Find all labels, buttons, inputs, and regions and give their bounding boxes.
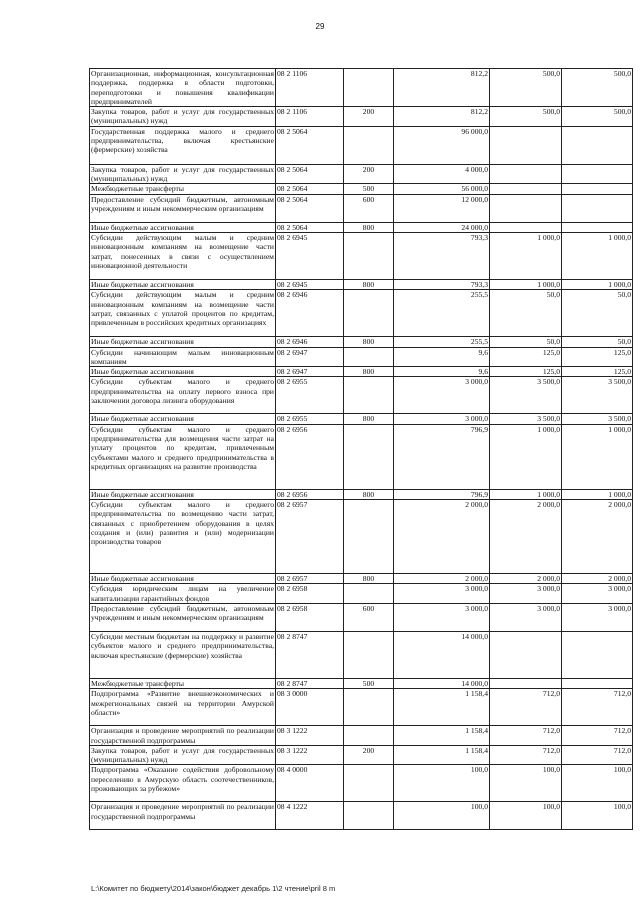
row-value-2015: 12 000,0 [394, 194, 490, 222]
row-kind: 800 [344, 489, 394, 499]
row-value-2016: 1 000,0 [490, 424, 562, 489]
row-code: 08 2 5064 [276, 194, 344, 222]
table-row [90, 279, 633, 289]
row-value-2015: 14 000,0 [394, 631, 490, 678]
row-kind [344, 290, 394, 337]
row-value-2017: 2 000,0 [562, 500, 633, 574]
row-value-2016: 3 500,0 [490, 414, 562, 424]
table-row [90, 802, 633, 830]
row-value-2017: 100,0 [562, 802, 633, 830]
row-kind [344, 347, 394, 367]
row-kind: 600 [344, 194, 394, 222]
row-name: Организация и проведение мероприятий по реализации государственной подпрограммы [91, 726, 274, 745]
row-value-2017: 3 500,0 [562, 377, 633, 414]
table-row [90, 377, 633, 414]
row-value-2016: 125,0 [490, 367, 562, 377]
row-value-2016: 50,0 [490, 290, 562, 337]
row-kind [344, 689, 394, 726]
row-value-2017: 712,0 [562, 726, 633, 746]
row-code: 08 2 6955 [276, 414, 344, 424]
row-value-2015: 3 000,0 [394, 603, 490, 631]
row-code: 08 2 1106 [276, 107, 344, 127]
table-row [90, 603, 633, 631]
row-kind [344, 765, 394, 802]
row-value-2017 [562, 678, 633, 688]
table-row [90, 678, 633, 688]
row-value-2016 [490, 678, 562, 688]
row-kind: 500 [344, 678, 394, 688]
row-kind [344, 584, 394, 604]
row-value-2016: 100,0 [490, 765, 562, 802]
row-name: Иные бюджетные ассигнования [90, 489, 276, 499]
row-code: 08 2 5064 [276, 222, 344, 232]
table-row [90, 689, 633, 726]
row-value-2015: 796,9 [394, 489, 490, 499]
row-value-2015: 255,5 [394, 290, 490, 337]
row-code: 08 3 1222 [276, 726, 344, 746]
row-name: Субсидии начинающим малым инновационным компаниям [91, 347, 274, 366]
row-code: 08 2 6946 [276, 290, 344, 337]
row-value-2016: 712,0 [490, 689, 562, 726]
row-value-2015: 2 000,0 [394, 574, 490, 584]
row-value-2017: 2 000,0 [562, 574, 633, 584]
row-value-2016: 3 000,0 [490, 584, 562, 604]
row-value-2015: 1 158,4 [394, 726, 490, 746]
row-kind [344, 802, 394, 830]
row-value-2017: 712,0 [562, 689, 633, 726]
row-kind [344, 126, 394, 164]
row-code: 08 2 6946 [276, 337, 344, 347]
page-number: 29 [315, 22, 325, 31]
row-value-2016 [490, 184, 562, 194]
row-kind: 800 [344, 337, 394, 347]
row-name: Субсидии субъектам малого и среднего предпринимательства для возмещения части затрат на уплату процентов по кредитам, привлеченным субъектами малого и среднего предпринимательства в кредитных организациях на развитие производства [90, 424, 276, 489]
row-value-2017: 1 000,0 [562, 424, 633, 489]
row-value-2017: 1 000,0 [562, 489, 633, 499]
row-name: Государственная поддержка малого и среднего предпринимательства, включая крестьянские (фермерские) хозяйства [90, 126, 276, 164]
row-value-2016: 1 000,0 [490, 279, 562, 289]
row-value-2016: 500,0 [490, 69, 562, 107]
table-body [90, 69, 633, 830]
row-value-2015: 56 000,0 [394, 184, 490, 194]
row-value-2015: 812,2 [394, 107, 490, 127]
row-kind [344, 500, 394, 574]
row-code: 08 2 6957 [276, 574, 344, 584]
row-value-2017: 100,0 [562, 765, 633, 802]
row-name: Организационная, информационная, консультационная поддержка, поддержка в области подготовки, переподготовки и повышения квалификации предпринимателей [91, 69, 274, 106]
row-value-2015: 796,9 [394, 424, 490, 489]
row-code: 08 3 0000 [276, 689, 344, 726]
row-name: Субсидии действующим малым и средним инновационным компаниям на возмещение части затрат, понесенных в связи с осуществлением инновационной деятельности [90, 232, 276, 279]
row-kind [344, 726, 394, 746]
row-kind [344, 69, 394, 107]
row-name: Межбюджетные трансферты [90, 678, 276, 688]
row-code: 08 2 6956 [276, 489, 344, 499]
table-row [90, 500, 633, 574]
row-code: 08 2 6958 [276, 603, 344, 631]
row-code: 08 2 6945 [276, 232, 344, 279]
row-code: 08 2 1106 [276, 69, 344, 107]
row-code: 08 2 6947 [276, 367, 344, 377]
row-value-2016: 1 000,0 [490, 232, 562, 279]
row-value-2016 [490, 126, 562, 164]
table-row [90, 164, 633, 184]
row-value-2017: 712,0 [562, 745, 633, 765]
table-row [90, 290, 633, 337]
row-code: 08 2 5064 [276, 184, 344, 194]
row-value-2015: 793,3 [394, 279, 490, 289]
table-row [90, 584, 633, 604]
row-kind [344, 232, 394, 279]
row-kind: 500 [344, 184, 394, 194]
table-row [90, 424, 633, 489]
row-value-2017: 500,0 [562, 69, 633, 107]
row-value-2017: 1 000,0 [562, 279, 633, 289]
row-value-2016 [490, 194, 562, 222]
row-value-2016 [490, 631, 562, 678]
row-name: Подпрограмма «Развитие внешнеэкономических и межрегиональных связей на территории Амурской области» [90, 689, 276, 726]
row-name: Иные бюджетные ассигнования [90, 279, 276, 289]
row-name: Иные бюджетные ассигнования [90, 574, 276, 584]
row-kind: 800 [344, 574, 394, 584]
row-value-2016: 712,0 [490, 726, 562, 746]
row-value-2017 [562, 126, 633, 164]
row-code: 08 2 6955 [276, 377, 344, 414]
row-kind: 600 [344, 603, 394, 631]
row-code: 08 2 8747 [276, 631, 344, 678]
row-value-2015: 96 000,0 [394, 126, 490, 164]
row-kind: 200 [344, 745, 394, 765]
row-name: Субсидии местным бюджетам на поддержку и развитие субъектов малого и среднего предпринимательства, включая крестьянские (фермерские) хозяйства [90, 631, 276, 678]
table-row [90, 726, 633, 746]
row-value-2015: 1 158,4 [394, 689, 490, 726]
row-kind [344, 631, 394, 678]
row-name: Предоставление субсидий бюджетным, автономным учреждениям и иным некоммерческим организациям [90, 603, 276, 631]
row-value-2016: 2 000,0 [490, 574, 562, 584]
row-value-2015: 793,3 [394, 232, 490, 279]
table-row [90, 232, 633, 279]
row-name: Закупка товаров, работ и услуг для государственных (муниципальных) нужд [91, 164, 274, 184]
row-kind [344, 377, 394, 414]
row-value-2015: 255,5 [394, 337, 490, 347]
row-value-2015: 100,0 [394, 802, 490, 830]
row-kind: 800 [344, 367, 394, 377]
row-name: Предоставление субсидий бюджетным, автономным учреждениям и иным некоммерческим организациям [90, 194, 276, 222]
row-name: Субсидии субъектам малого и среднего предпринимательства на оплату первого взноса при заключении договора лизинга оборудования [90, 377, 276, 414]
row-code: 08 2 6947 [276, 347, 344, 367]
row-value-2015: 1 158,4 [394, 745, 490, 765]
row-value-2017: 3 000,0 [562, 584, 633, 604]
row-value-2017 [562, 631, 633, 678]
table-row [90, 745, 633, 765]
row-value-2016: 1 000,0 [490, 489, 562, 499]
row-value-2016: 500,0 [490, 107, 562, 127]
row-code: 08 4 1222 [276, 802, 344, 830]
row-name: Иные бюджетные ассигнования [90, 367, 276, 377]
row-value-2016 [490, 222, 562, 232]
row-value-2015: 4 000,0 [394, 164, 490, 184]
row-code: 08 3 1222 [276, 745, 344, 765]
row-value-2017: 125,0 [562, 347, 633, 367]
row-code: 08 2 6945 [276, 279, 344, 289]
table-row [90, 107, 633, 127]
row-value-2015: 100,0 [394, 765, 490, 802]
row-value-2016: 125,0 [490, 347, 562, 367]
table-row [90, 194, 633, 222]
table-row [90, 69, 633, 107]
row-name: Межбюджетные трансферты [90, 184, 276, 194]
footer-file-path: L:\Комитет по бюджету\2014\закон\бюджет декабрь 1\2 чтение\pril 8 m [91, 884, 336, 893]
row-kind: 800 [344, 279, 394, 289]
budget-table [89, 68, 633, 830]
row-value-2017 [562, 222, 633, 232]
table-row [90, 222, 633, 232]
row-name: Организация и проведение мероприятий по реализации государственной подпрограммы [90, 802, 276, 830]
row-value-2017: 500,0 [562, 107, 633, 127]
row-name: Иные бюджетные ассигнования [90, 222, 276, 232]
row-value-2016 [490, 164, 562, 184]
row-name: Субсидия юридическим лицам на увеличение капитализации гарантийных фондов [91, 584, 274, 603]
row-kind [344, 424, 394, 489]
table-row [90, 367, 633, 377]
row-name: Иные бюджетные ассигнования [90, 414, 276, 424]
row-value-2016: 3 500,0 [490, 377, 562, 414]
row-kind: 200 [344, 107, 394, 127]
table-row [90, 489, 633, 499]
row-value-2016: 100,0 [490, 802, 562, 830]
row-code: 08 4 0000 [276, 765, 344, 802]
row-value-2017 [562, 194, 633, 222]
row-name: Подпрограмма «Оказание содействия добровольному переселению в Амурскую область соотечественников, проживающих за рубежом» [90, 765, 276, 802]
table-row [90, 765, 633, 802]
row-value-2016: 50,0 [490, 337, 562, 347]
row-code: 08 2 6956 [276, 424, 344, 489]
row-value-2017: 3 000,0 [562, 603, 633, 631]
row-value-2017: 50,0 [562, 337, 633, 347]
table-row [90, 337, 633, 347]
table-row [90, 184, 633, 194]
table-row [90, 414, 633, 424]
table-row [90, 347, 633, 367]
row-code: 08 2 5064 [276, 164, 344, 184]
row-value-2015: 9,6 [394, 367, 490, 377]
row-kind: 800 [344, 414, 394, 424]
row-value-2017 [562, 164, 633, 184]
row-kind: 800 [344, 222, 394, 232]
row-name: Закупка товаров, работ и услуг для государственных (муниципальных) нужд [91, 745, 274, 765]
row-value-2015: 9,6 [394, 347, 490, 367]
row-kind: 200 [344, 164, 394, 184]
row-code: 08 2 6957 [276, 500, 344, 574]
row-name: Субсидии действующим малым и средним инновационным компаниям на возмещение части затрат, связанных с уплатой процентов по кредитам, привлеченным в российских кредитных организациях [90, 290, 276, 337]
row-value-2015: 24 000,0 [394, 222, 490, 232]
row-value-2015: 2 000,0 [394, 500, 490, 574]
row-value-2015: 3 000,0 [394, 584, 490, 604]
row-value-2017: 125,0 [562, 367, 633, 377]
row-code: 08 2 6958 [276, 584, 344, 604]
row-value-2015: 3 000,0 [394, 377, 490, 414]
table-row [90, 126, 633, 164]
row-value-2017: 50,0 [562, 290, 633, 337]
row-name: Иные бюджетные ассигнования [90, 337, 276, 347]
row-value-2015: 14 000,0 [394, 678, 490, 688]
table-row [90, 631, 633, 678]
row-value-2017 [562, 184, 633, 194]
table-row [90, 574, 633, 584]
row-name: Субсидии субъектам малого и среднего предпринимательства по возмещению части затрат, связанных с приобретением оборудования в целях создания и (или) развития и (или) модернизации производства товаров [90, 500, 276, 574]
row-code: 08 2 5064 [276, 126, 344, 164]
row-value-2016: 712,0 [490, 745, 562, 765]
row-value-2016: 3 000,0 [490, 603, 562, 631]
row-value-2015: 812,2 [394, 69, 490, 107]
row-value-2017: 1 000,0 [562, 232, 633, 279]
row-value-2016: 2 000,0 [490, 500, 562, 574]
row-code: 08 2 8747 [276, 678, 344, 688]
row-name: Закупка товаров, работ и услуг для государственных (муниципальных) нужд [91, 107, 274, 126]
row-value-2015: 3 000,0 [394, 414, 490, 424]
row-value-2017: 3 500,0 [562, 414, 633, 424]
